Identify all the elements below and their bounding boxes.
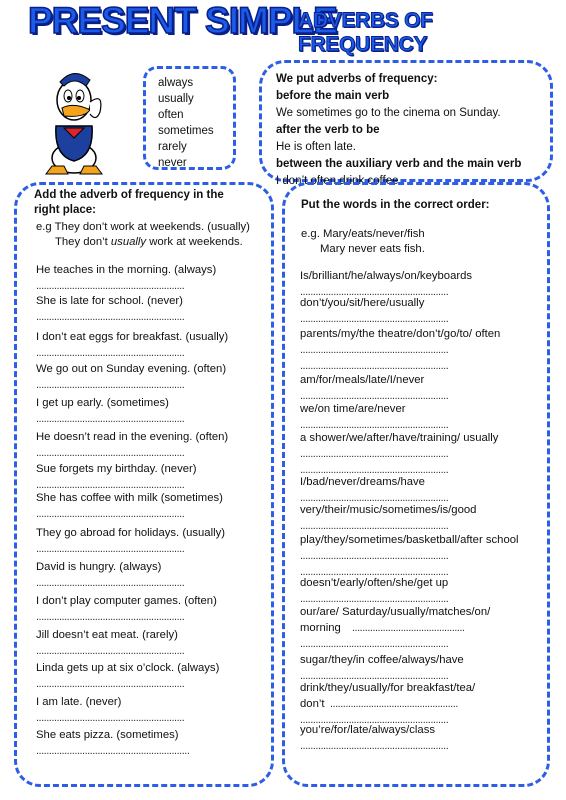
- exercise-item: Sue forgets my birthday. (never): [36, 463, 197, 475]
- exercise-item: I am late. (never): [36, 696, 122, 708]
- answer-line[interactable]: ..........................................................: [300, 740, 449, 752]
- exercise-item: you’re/for/late/always/class: [300, 724, 435, 736]
- rule-example: I don’t often drink coffee.: [276, 175, 402, 187]
- exercise-item: Linda gets up at six o’clock. (always): [36, 662, 220, 674]
- answer-line[interactable]: ..........................................................: [300, 638, 449, 650]
- exercise-item: I get up early. (sometimes): [36, 397, 169, 409]
- answer-line[interactable]: ..........................................................: [36, 508, 185, 520]
- adverbs-list-box: [143, 66, 236, 170]
- page-title: PRESENT SIMPLE: [28, 0, 337, 41]
- exercise-item: sugar/they/in coffee/always/have: [300, 654, 464, 666]
- example-answer: They don’t usually work at weekends.: [55, 236, 243, 248]
- rule-title: between the auxiliary verb and the main verb: [276, 158, 522, 170]
- answer-line[interactable]: ..........................................................: [36, 543, 185, 555]
- answer-line[interactable]: ..........................................................: [36, 611, 185, 623]
- rule-example: He is often late.: [276, 141, 356, 153]
- exercise-item: we/on time/are/never: [300, 403, 406, 415]
- answer-line[interactable]: ..........................................................: [36, 645, 185, 657]
- exercise-item: very/their/music/sometimes/is/good: [300, 504, 477, 516]
- exercise-heading: Put the words in the correct order:: [301, 199, 490, 211]
- adverb-item: sometimes: [158, 125, 214, 137]
- answer-line[interactable]: ..........................................................: [300, 286, 449, 298]
- answer-line[interactable]: ..........................................................: [36, 577, 185, 589]
- adverb-item: rarely: [158, 141, 187, 153]
- exercise-item: We go out on Sunday evening. (often): [36, 363, 227, 375]
- answer-line[interactable]: ............................................................: [36, 745, 190, 757]
- answer-line[interactable]: ..........................................................: [36, 379, 185, 391]
- exercise-item: drink/they/usually/for breakfast/tea/: [300, 682, 476, 694]
- answer-line[interactable]: ..........................................................: [300, 448, 449, 460]
- answer-line[interactable]: ..........................................................: [36, 280, 185, 292]
- answer-line[interactable]: ..................................................: [330, 698, 458, 710]
- example-answer: Mary never eats fish.: [320, 243, 425, 255]
- answer-line[interactable]: ..........................................................: [300, 313, 449, 325]
- exercise-item: I don’t play computer games. (often): [36, 595, 217, 607]
- page-subtitle: ADVERBS OF FREQUENCY: [298, 9, 433, 56]
- rule-title: before the main verb: [276, 90, 390, 102]
- answer-line[interactable]: ..........................................................: [300, 464, 449, 476]
- answer-line[interactable]: ..........................................................: [300, 344, 449, 356]
- answer-line[interactable]: ..........................................................: [300, 593, 449, 605]
- exercise-item: She is late for school. (never): [36, 295, 183, 307]
- exercise-item: She has coffee with milk (sometimes): [36, 492, 223, 504]
- rules-box: [259, 60, 553, 187]
- exercise-item-continued: morning: [300, 622, 341, 634]
- exercise-item: I/bad/never/dreams/have: [300, 476, 425, 488]
- answer-line[interactable]: ..........................................................: [36, 479, 185, 491]
- answer-line[interactable]: ..........................................................: [36, 311, 185, 323]
- exercise-item-continued: don’t: [300, 698, 325, 710]
- rules-heading: We put adverbs of frequency:: [276, 73, 438, 85]
- exercise-item: He teaches in the morning. (always): [36, 264, 217, 276]
- adverb-item: usually: [158, 93, 194, 105]
- exercise-item: David is hungry. (always): [36, 561, 162, 573]
- example-sentence: e.g. Mary/eats/never/fish: [301, 228, 425, 240]
- answer-line[interactable]: ..........................................................: [300, 492, 449, 504]
- answer-line[interactable]: ..........................................................: [300, 419, 449, 431]
- answer-line[interactable]: ..........................................................: [300, 550, 449, 562]
- answer-line[interactable]: ..........................................................: [300, 714, 449, 726]
- adverb-item: always: [158, 77, 194, 89]
- cartoon-duck-icon: [34, 66, 114, 176]
- exercise-item: She eats pizza. (sometimes): [36, 729, 179, 741]
- exercise-heading: Add the adverb of frequency in the: [34, 189, 224, 201]
- exercise-item: don’t/you/sit/here/usually: [300, 297, 425, 309]
- answer-line[interactable]: ..........................................................: [300, 360, 449, 372]
- exercise-item: Jill doesn’t eat meat. (rarely): [36, 629, 178, 641]
- exercise-item: doesn’t/early/often/she/get up: [300, 577, 449, 589]
- answer-line[interactable]: ..........................................................: [36, 413, 185, 425]
- answer-line[interactable]: ..........................................................: [36, 447, 185, 459]
- exercise-heading: right place:: [34, 204, 96, 216]
- exercise-item: am/for/meals/late/I/never: [300, 374, 425, 386]
- exercise-item: play/they/sometimes/basketball/after school: [300, 534, 519, 546]
- answer-line[interactable]: ..........................................................: [300, 520, 449, 532]
- rule-example: We sometimes go to the cinema on Sunday.: [276, 107, 501, 119]
- exercise-item: parents/my/the theatre/don’t/go/to/ often: [300, 328, 501, 340]
- exercise-item: I don’t eat eggs for breakfast. (usually): [36, 331, 229, 343]
- answer-line[interactable]: ..........................................................: [300, 670, 449, 682]
- adverb-item: never: [158, 157, 187, 169]
- exercise-item: They go abroad for holidays. (usually): [36, 527, 226, 539]
- answer-line[interactable]: ..........................................................: [36, 347, 185, 359]
- answer-line[interactable]: ..........................................................: [36, 678, 185, 690]
- exercise-item: our/are/ Saturday/usually/matches/on/: [300, 606, 491, 618]
- answer-line[interactable]: ..........................................................: [300, 390, 449, 402]
- exercise-item: Is/brilliant/he/always/on/keyboards: [300, 270, 473, 282]
- example-sentence: e.g They don’t work at weekends. (usually): [36, 221, 250, 233]
- answer-line[interactable]: ............................................: [352, 622, 465, 634]
- adverb-item: often: [158, 109, 184, 121]
- exercise-item: He doesn’t read in the evening. (often): [36, 431, 229, 443]
- rule-title: after the verb to be: [276, 124, 380, 136]
- exercise-item: a shower/we/after/have/training/ usually: [300, 432, 499, 444]
- answer-line[interactable]: ..........................................................: [36, 712, 185, 724]
- answer-line[interactable]: ..........................................................: [300, 566, 449, 578]
